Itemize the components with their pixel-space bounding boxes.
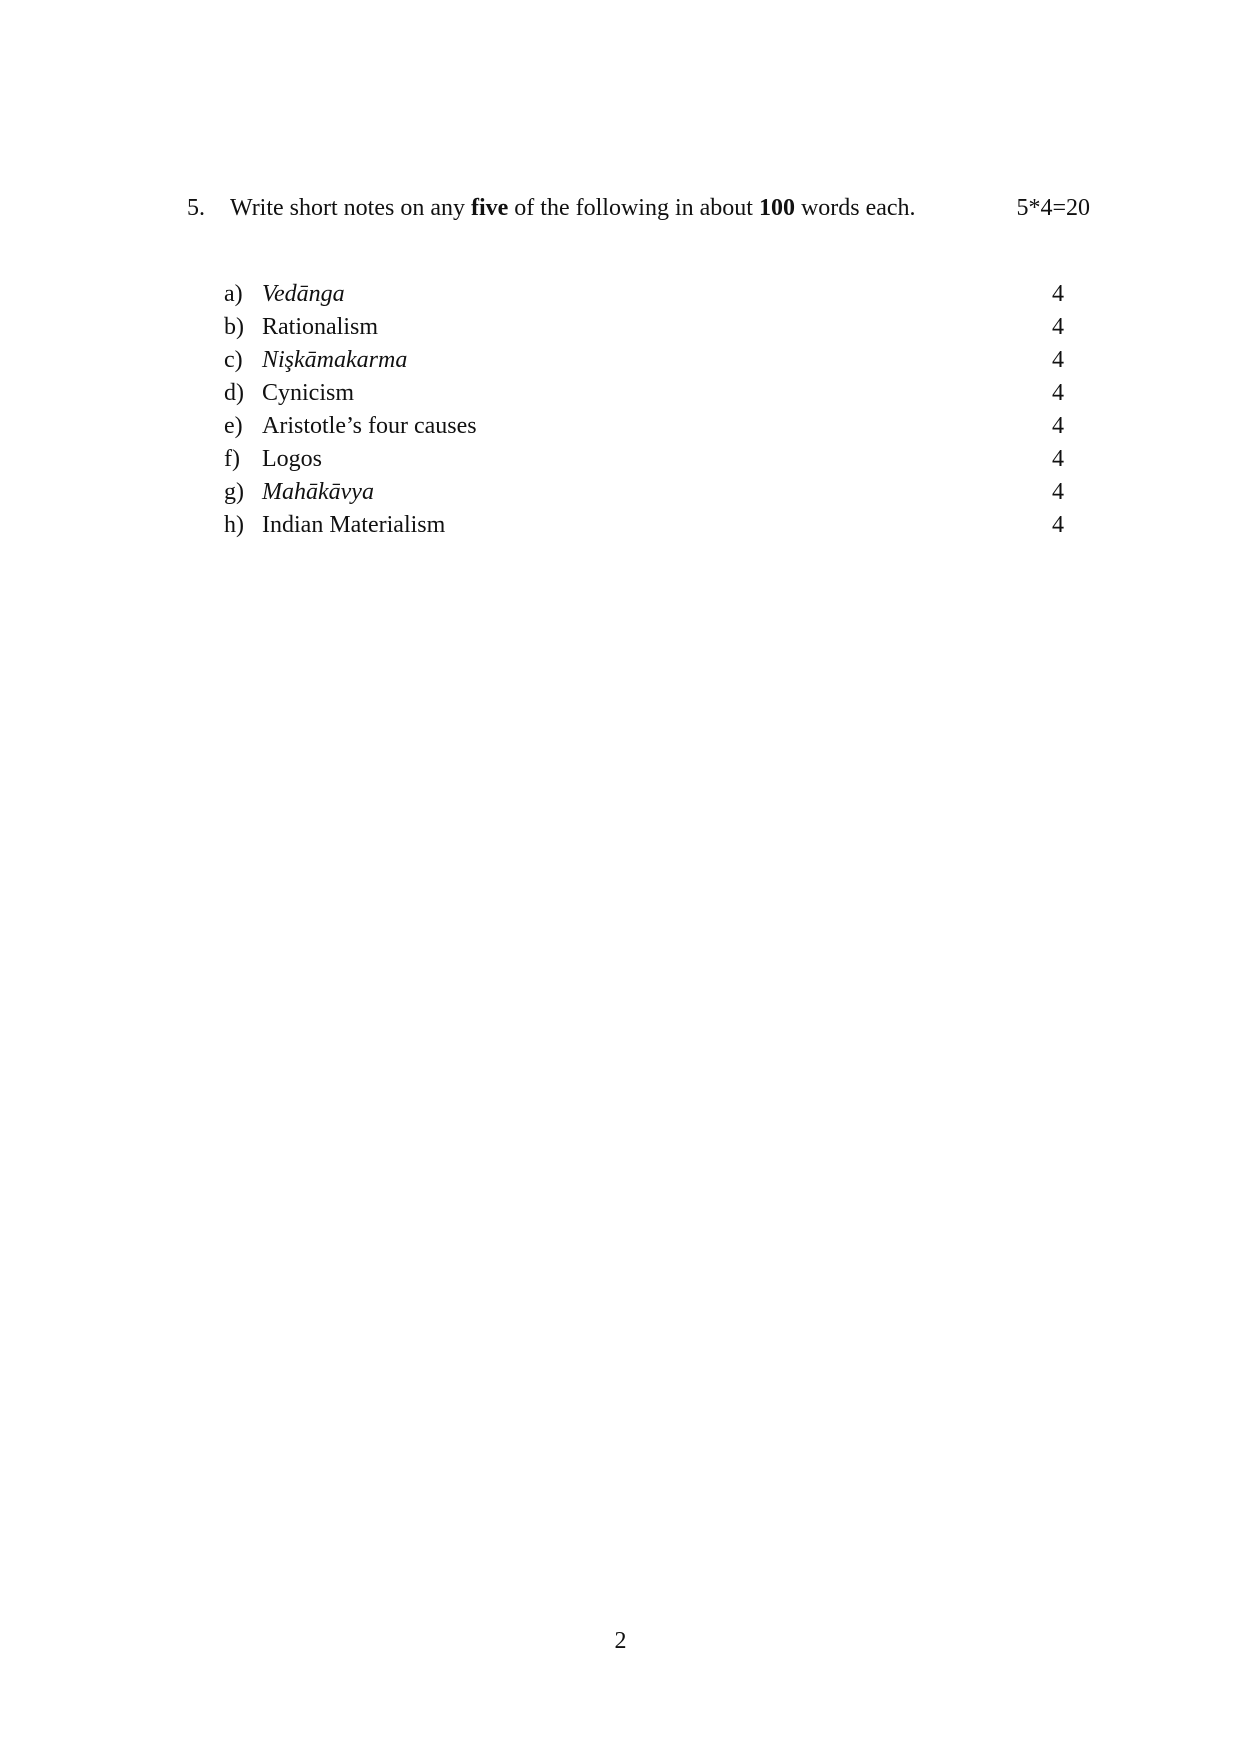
item-marks: 4 xyxy=(1052,479,1064,505)
item-marks: 4 xyxy=(1052,314,1064,340)
item-marks: 4 xyxy=(1052,446,1064,472)
list-item xyxy=(224,410,1064,443)
item-label: a) xyxy=(224,281,243,307)
list-item xyxy=(224,377,1064,410)
item-label: f) xyxy=(224,446,240,472)
item-marks: 4 xyxy=(1052,380,1064,406)
question-number: 5. xyxy=(187,195,205,221)
item-label: b) xyxy=(224,314,244,340)
list-item xyxy=(224,509,1064,542)
item-label: g) xyxy=(224,479,244,505)
question-text-bold-100: 100 xyxy=(758,195,795,221)
item-text: Cynicism xyxy=(262,380,355,406)
list-item xyxy=(224,443,1064,476)
question-marks: 5*4=20 xyxy=(1016,195,1090,221)
item-label: h) xyxy=(224,512,244,538)
item-text: Mahākāvya xyxy=(262,479,374,505)
item-text: Aristotle’s four causes xyxy=(262,413,477,439)
question-5 xyxy=(187,192,1090,224)
item-label: e) xyxy=(224,413,243,439)
item-marks: 4 xyxy=(1052,347,1064,373)
question-text-part: words each. xyxy=(794,195,916,221)
item-text: Logos xyxy=(262,446,322,472)
page-number: 2 xyxy=(614,1628,627,1654)
item-label: c) xyxy=(224,347,243,373)
item-text: Indian Materialism xyxy=(262,512,446,538)
question-text xyxy=(230,192,916,224)
question-text-bold-five: five xyxy=(470,195,509,221)
item-text: Rationalism xyxy=(262,314,378,340)
question-text-part: of the following in about xyxy=(508,195,759,221)
item-marks: 4 xyxy=(1052,281,1064,307)
item-text: Nişkāmakarma xyxy=(262,347,408,373)
item-marks: 4 xyxy=(1052,413,1064,439)
list-item xyxy=(224,311,1064,344)
item-label: d) xyxy=(224,380,244,406)
item-text: Vedānga xyxy=(262,281,345,307)
item-marks: 4 xyxy=(1052,512,1064,538)
list-item xyxy=(224,476,1064,509)
list-item xyxy=(224,344,1064,377)
list-item xyxy=(224,278,1064,311)
question-text-part: Write short notes on any xyxy=(230,195,471,221)
sub-question-list xyxy=(224,278,1064,542)
